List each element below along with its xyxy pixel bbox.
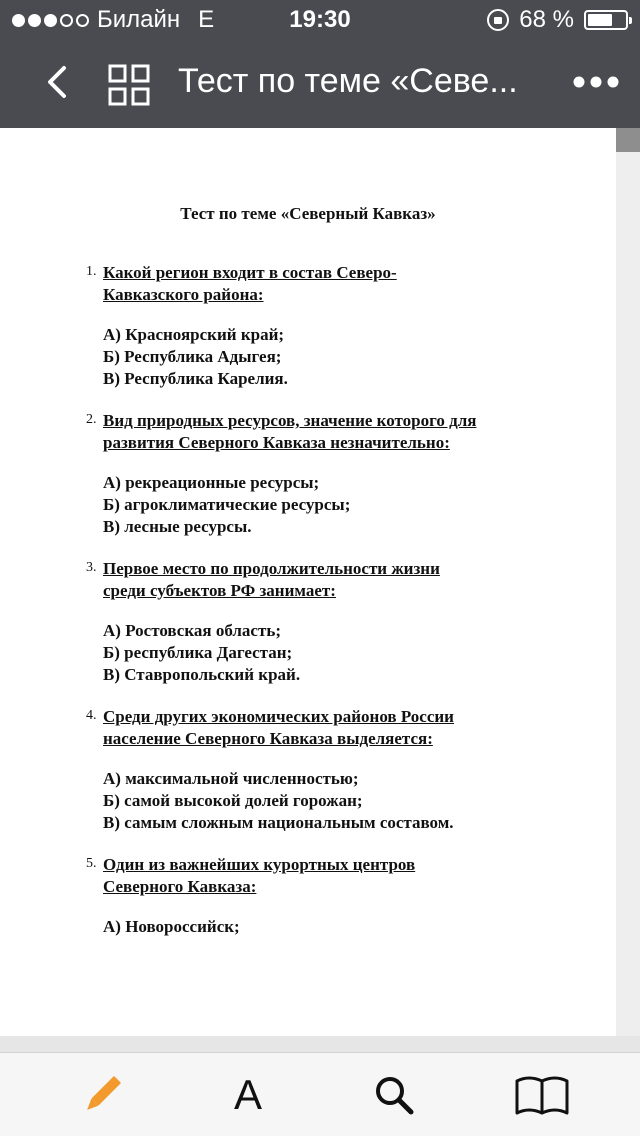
question-item — [86, 262, 546, 390]
question-number: 2. — [86, 412, 97, 427]
answer-list — [103, 324, 546, 390]
question-item — [86, 854, 546, 938]
answer-option: В) самым сложным национальным составом. — [103, 813, 454, 832]
top-bar — [0, 0, 640, 128]
answer-option: А) Ростовская область; — [103, 621, 281, 640]
question-number: 5. — [86, 856, 97, 871]
bottom-toolbar — [0, 1052, 640, 1136]
question-item — [86, 558, 546, 686]
question-text — [103, 706, 546, 750]
question-number: 4. — [86, 708, 97, 723]
question-line: Какой регион входит в состав Северо- — [103, 263, 397, 282]
answer-option: А) максимальной численностью; — [103, 769, 359, 788]
question-number: 3. — [86, 560, 97, 575]
battery-percent: 68 % — [519, 6, 574, 33]
answer-option: Б) республика Дагестан; — [103, 643, 293, 662]
question-line: развития Северного Кавказа незначительно: — [103, 433, 450, 452]
scrollbar-thumb[interactable] — [616, 128, 640, 152]
question-text — [103, 558, 546, 602]
answer-option: В) Республика Карелия. — [103, 369, 288, 388]
question-line: Среди других экономических районов России — [103, 707, 454, 726]
question-item — [86, 706, 546, 834]
answer-option: В) Ставропольский край. — [103, 665, 301, 684]
question-line: Кавказского района: — [103, 285, 264, 304]
chevron-left-icon[interactable] — [36, 60, 80, 104]
answer-list — [103, 916, 546, 938]
navigation-bar — [0, 40, 640, 128]
text-size-icon[interactable]: A — [233, 1071, 262, 1118]
book-icon[interactable] — [514, 1071, 570, 1119]
answer-option: А) Новороссийск; — [103, 917, 240, 936]
question-line: Северного Кавказа: — [103, 877, 257, 896]
answer-list — [103, 768, 546, 834]
question-line: Один из важнейших курортных центров — [103, 855, 416, 874]
battery-icon — [584, 10, 628, 30]
question-text — [103, 262, 546, 306]
question-line: Первое место по продолжительности жизни — [103, 559, 440, 578]
answer-option: Б) Республика Адыгея; — [103, 347, 282, 366]
question-line: среди субъектов РФ занимает: — [103, 581, 336, 600]
document-page — [0, 128, 616, 1036]
answer-option: Б) самой высокой долей горожан; — [103, 791, 363, 810]
more-dots-icon[interactable] — [572, 70, 620, 94]
status-time: 19:30 — [289, 6, 351, 33]
question-item — [86, 410, 546, 538]
pencil-icon[interactable] — [78, 1071, 126, 1119]
answer-option: А) Красноярский край; — [103, 325, 285, 344]
scrollbar-track[interactable] — [616, 128, 640, 1036]
grid-icon[interactable] — [108, 64, 150, 106]
answer-option: В) лесные ресурсы. — [103, 517, 252, 536]
question-text — [103, 410, 546, 454]
document-title: Тест по теме «Севе... — [178, 62, 518, 100]
answer-list — [103, 472, 546, 538]
page-divider — [0, 1036, 640, 1052]
network-type: E — [198, 6, 215, 33]
answer-option: Б) агроклиматические ресурсы; — [103, 495, 351, 514]
question-number: 1. — [86, 264, 97, 279]
status-bar — [0, 0, 640, 40]
page-title: Тест по теме «Северный Кавказ» — [180, 204, 436, 223]
question-line: население Северного Кавказа выделяется: — [103, 729, 433, 748]
question-text — [103, 854, 546, 898]
answer-option: А) рекреационные ресурсы; — [103, 473, 320, 492]
answer-list — [103, 620, 546, 686]
carrier-name: Билайн — [97, 6, 181, 33]
search-icon[interactable] — [370, 1071, 418, 1119]
rotation-lock-icon — [487, 9, 509, 31]
question-line: Вид природных ресурсов, значение которого для — [103, 411, 477, 430]
battery-level — [588, 14, 612, 26]
